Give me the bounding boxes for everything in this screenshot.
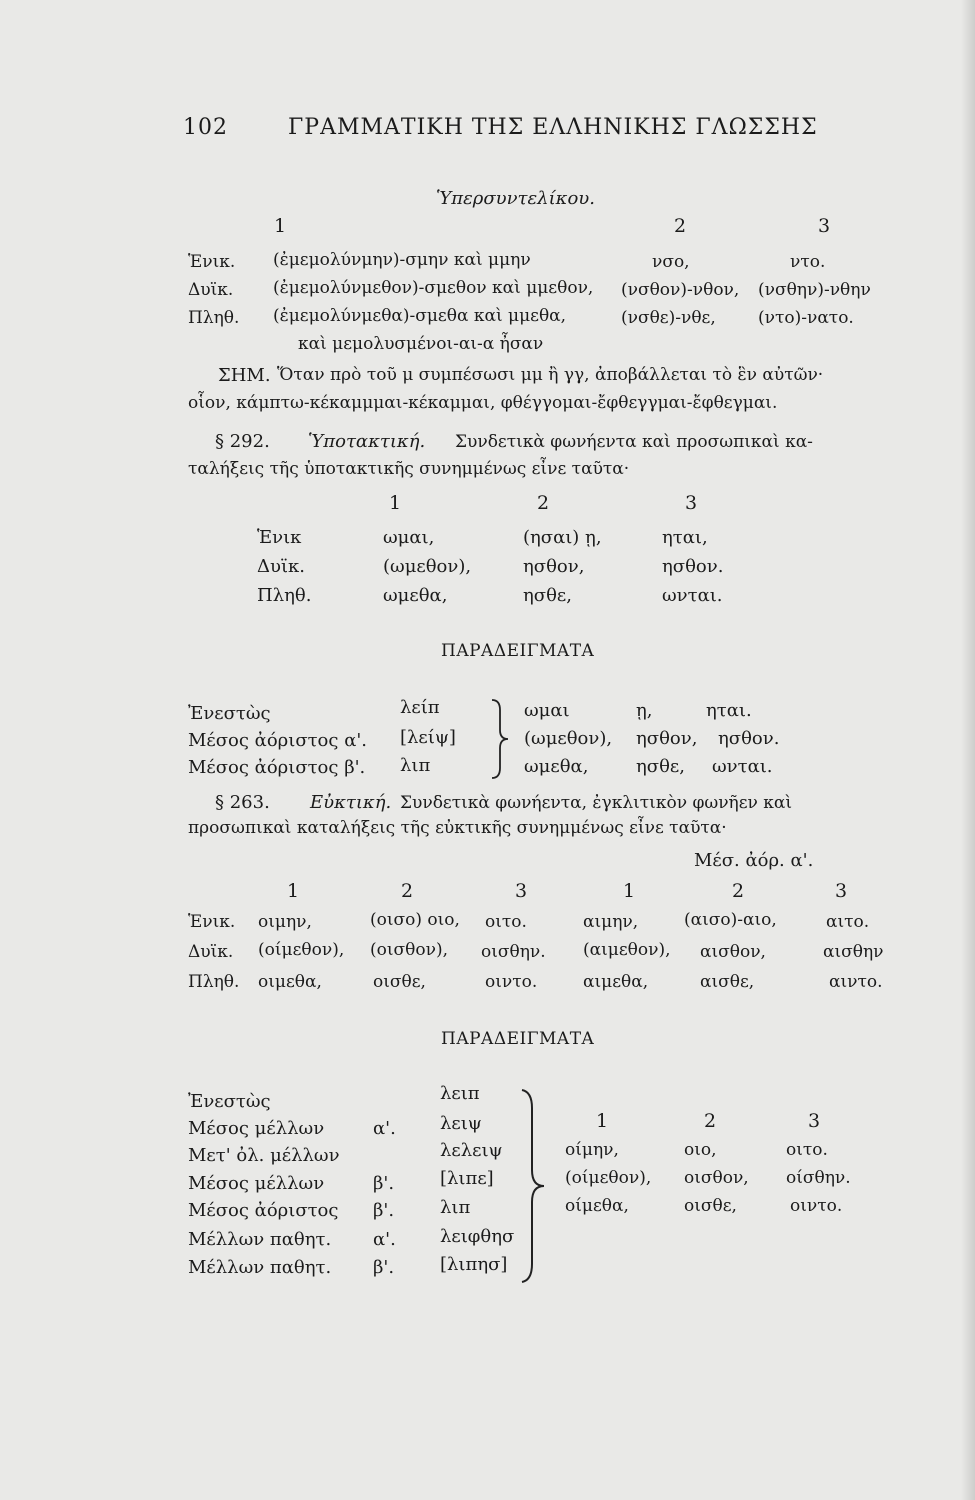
subjunctive-cell: ωνται. [662, 585, 723, 606]
subjunctive-line-1: Συνδετικὰ φωνήεντα καὶ προσωπικαὶ κα- [455, 432, 813, 452]
example-tense: Ἐνεστὼς [188, 703, 271, 724]
optative-cell: οιτο. [485, 912, 527, 932]
page-edge-shadow [961, 0, 975, 1500]
optative-cell: οιντο. [485, 972, 538, 992]
pluperfect-heading: Ὑπερσυντελίκου. [436, 188, 595, 209]
pluperfect-cell: (ἐμεμολύνμεθον)-σμεθον καὶ μμεθον, [273, 278, 594, 298]
optative-cell: αισθε, [700, 972, 755, 992]
subjunctive-col-2: 2 [537, 492, 550, 514]
example-mark: β'. [373, 1200, 395, 1221]
example-tense: Μέλλων παθητ. [188, 1229, 332, 1250]
pluperfect-cell: (ἐμεμολύνμην)-σμην καὶ μμην [273, 250, 531, 270]
example-ending: ηται. [706, 700, 752, 721]
examples2-ending: (οίμεθον), [565, 1168, 652, 1188]
optative-row-label: Δυϊκ. [188, 942, 234, 962]
subjunctive-cell: (ωμεθον), [383, 556, 472, 577]
optative-cell: (οισο) οιο, [370, 910, 460, 930]
note-line-1: Ὅταν πρὸ τοῦ μ συμπέσωσι μμ ἢ γγ, ἀποβάλλεται τὸ ἓν αὐτῶν· [277, 365, 824, 385]
optative-cell: (αιμεθον), [583, 940, 671, 960]
optative-cell: (οισθον), [370, 940, 448, 960]
example-stem: [λείψ] [400, 727, 456, 748]
note-label: ΣΗΜ. [218, 365, 271, 386]
example-tense: Μέσος ἀόριστος β'. [188, 757, 366, 778]
example-stem: λιπ [400, 755, 431, 776]
example-tense: Μετ' ὀλ. μέλλων [188, 1145, 340, 1166]
example-ending: ωμαι [524, 700, 570, 721]
subjunctive-row-label: Ἑνικ [257, 527, 302, 548]
pluperfect-cell: (νσθην)-νθην [758, 280, 871, 300]
example-ending: ησθε, [636, 756, 685, 777]
optative-col-2: 2 [401, 880, 414, 902]
pluperfect-cell: (ντο)-νατο. [758, 308, 854, 328]
pluperfect-extra: καὶ μεμολυσμένοι-αι-α ἦσαν [298, 334, 544, 354]
optative-line-1: Συνδετικὰ φωνήεντα, ἐγκλιτικὸν φωνῆεν καὶ [400, 793, 793, 813]
optative-cell: (αισο)-αιο, [684, 910, 777, 930]
pluperfect-row-label: Ἑνικ. [188, 252, 236, 272]
example-ending: ησθον. [718, 728, 780, 749]
examples2-col-3: 3 [808, 1110, 821, 1132]
example-stem: [λιπε] [440, 1168, 494, 1189]
pluperfect-cell: (νσθον)-νθον, [621, 280, 740, 300]
aorist-label: Μέσ. ἀόρ. α'. [694, 850, 814, 871]
pluperfect-row-label: Δυϊκ. [188, 280, 234, 300]
running-title: ΓΡΑΜΜΑΤΙΚΗ ΤΗΣ ΕΛΛΗΝΙΚΗΣ ΓΛΩΣΣΗΣ [288, 115, 818, 140]
section-title: Ὑποτακτική. [308, 431, 426, 452]
subjunctive-col-3: 3 [685, 492, 698, 514]
page-number: 102 [183, 115, 228, 140]
examples2-ending: οίμεθα, [565, 1196, 629, 1216]
example-mark: α'. [373, 1118, 396, 1139]
example-ending: ωνται. [712, 756, 773, 777]
example-ending: (ωμεθον), [524, 728, 613, 749]
example-ending: ησθον, [636, 728, 698, 749]
examples2-ending: οισθον, [684, 1168, 749, 1188]
pluperfect-cell: (ἐμεμολύνμεθα)-σμεθα καὶ μμεθα, [273, 306, 567, 326]
example-ending: ῃ, [636, 700, 653, 721]
optative-line-2: προσωπικαὶ καταλήξεις τῆς εὐκτικῆς συνημμένως εἶνε ταῦτα· [188, 818, 727, 838]
example-tense: Μέλλων παθητ. [188, 1257, 332, 1278]
example-stem: λειφθησ [440, 1226, 515, 1247]
optative-row-label: Πληθ. [188, 972, 240, 992]
subjunctive-cell: ηται, [662, 527, 708, 548]
example-stem: λείπ [400, 697, 440, 718]
optative-row-label: Ἑνικ. [188, 912, 236, 932]
pluperfect-cell: νσο, [652, 252, 690, 272]
example-ending: ωμεθα, [524, 756, 589, 777]
examples2-col-1: 1 [596, 1110, 609, 1132]
subjunctive-row-label: Δυϊκ. [257, 556, 305, 577]
optative-cell: οισθε, [373, 972, 426, 992]
subjunctive-line-2: ταλήξεις τῆς ὑποτακτικῆς συνημμένως εἶνε ταῦτα· [188, 459, 630, 479]
note-line-2: οἷον, κάμπτω-κέκαμμμαι-κέκαμμαι, φθέγγομαι-ἔφθεγγμαι-ἔφθεγμαι. [188, 393, 778, 413]
section-number: § 263. [215, 792, 270, 813]
examples-brace [488, 698, 510, 780]
example-tense: Μέσος μέλλων [188, 1173, 325, 1194]
example-stem: λελειψ [440, 1140, 503, 1161]
subjunctive-cell: ωμεθα, [383, 585, 448, 606]
examples2-ending: οίμην, [565, 1140, 619, 1160]
optative-cell: αιντο. [829, 972, 883, 992]
example-mark: β'. [373, 1173, 395, 1194]
example-tense: Μέσος μέλλων [188, 1118, 325, 1139]
subjunctive-row-label: Πληθ. [257, 585, 312, 606]
example-tense: Μέσος ἀόριστος α'. [188, 730, 368, 751]
optative-cell: οιμην, [258, 912, 312, 932]
examples2-ending: οισθε, [684, 1196, 737, 1216]
example-stem: λιπ [440, 1197, 471, 1218]
subjunctive-col-1: 1 [389, 492, 402, 514]
examples-brace-2 [518, 1088, 548, 1284]
example-mark: β'. [373, 1257, 395, 1278]
section-number: § 292. [215, 431, 270, 452]
pluperfect-row-label: Πληθ. [188, 308, 240, 328]
examples2-ending: οιτο. [786, 1140, 828, 1160]
subjunctive-cell: ησθε, [523, 585, 572, 606]
example-mark: α'. [373, 1229, 396, 1250]
example-tense: Μέσος ἀόριστος [188, 1200, 339, 1221]
subjunctive-cell: ησθον. [662, 556, 724, 577]
examples-heading: ΠΑΡΑΔΕΙΓΜΑΤΑ [441, 1029, 595, 1049]
optative-cell: αιμην, [583, 912, 639, 932]
example-stem: λειπ [440, 1083, 480, 1104]
examples2-ending: οίσθην. [786, 1168, 851, 1188]
examples-heading: ΠΑΡΑΔΕΙΓΜΑΤΑ [441, 641, 595, 661]
examples2-col-2: 2 [704, 1110, 717, 1132]
pluperfect-col-3: 3 [818, 215, 831, 237]
subjunctive-cell: (ησαι) ῃ, [523, 527, 602, 548]
optative-cell: αισθην [823, 942, 884, 962]
optative-col-6: 3 [835, 880, 848, 902]
example-stem: λειψ [440, 1113, 482, 1134]
example-stem: [λιπησ] [440, 1254, 508, 1275]
optative-col-3: 3 [515, 880, 528, 902]
subjunctive-cell: ωμαι, [383, 527, 435, 548]
examples2-ending: οιντο. [790, 1196, 843, 1216]
example-tense: Ἐνεστὼς [188, 1091, 271, 1112]
optative-col-5: 2 [732, 880, 745, 902]
subjunctive-cell: ησθον, [523, 556, 585, 577]
optative-col-4: 1 [623, 880, 636, 902]
optative-cell: οισθην. [481, 942, 546, 962]
optative-cell: αισθον, [700, 942, 766, 962]
optative-cell: (οίμεθον), [258, 940, 345, 960]
optative-cell: αιτο. [826, 912, 870, 932]
examples2-ending: οιο, [684, 1140, 717, 1160]
optative-cell: οιμεθα, [258, 972, 322, 992]
pluperfect-col-1: 1 [274, 215, 287, 237]
pluperfect-col-2: 2 [674, 215, 687, 237]
optative-col-1: 1 [287, 880, 300, 902]
section-title: Εὐκτική. [310, 792, 392, 813]
optative-cell: αιμεθα, [583, 972, 649, 992]
pluperfect-cell: ντο. [790, 252, 826, 272]
pluperfect-cell: (νσθε)-νθε, [621, 308, 716, 328]
